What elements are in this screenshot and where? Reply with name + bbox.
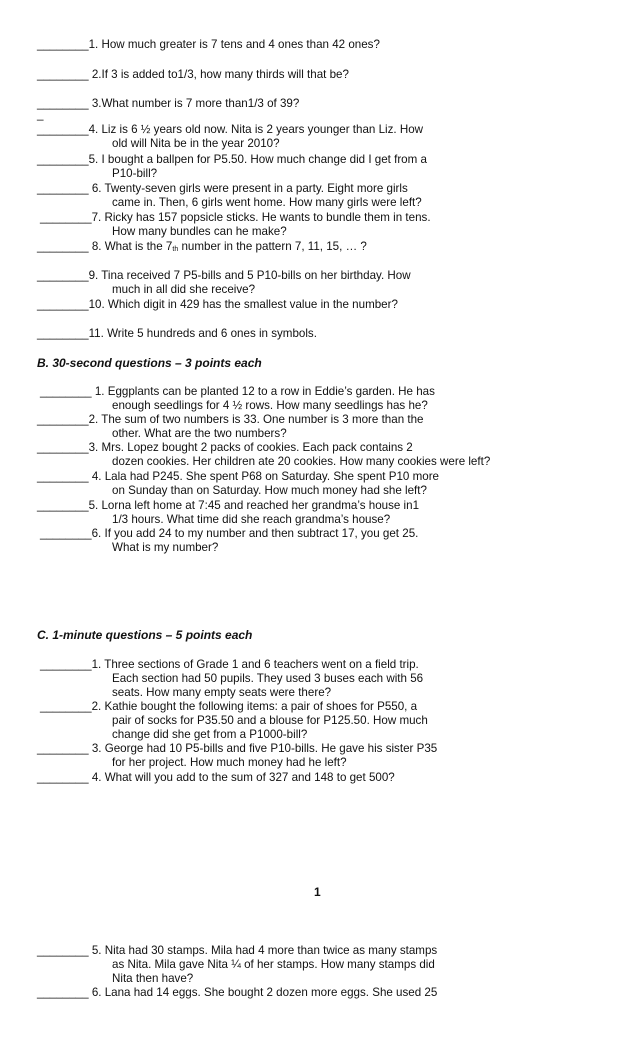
question-c2-cont: change did she get from a P1000-bill? (112, 728, 308, 741)
answer-blank: ________ (37, 38, 89, 51)
question-text: 6. Lana had 14 eggs. She bought 2 dozen more eggs. She used 25 (88, 986, 438, 999)
question-text: 4. Liz is 6 ½ years old now. Nita is 2 years younger than Liz. How (88, 123, 424, 136)
answer-blank: ________ (40, 527, 92, 540)
answer-blank: ________ (37, 742, 89, 755)
question-text: 10. Which digit in 429 has the smallest value in the number? (88, 298, 398, 311)
question-b3-cont: dozen cookies. Her children ate 20 cookies. How many cookies were left? (112, 455, 491, 468)
question-a10 (37, 298, 398, 312)
question-a9-cont: much in all did she receive? (112, 283, 256, 296)
question-c1 (40, 658, 419, 672)
answer-blank: ________ (40, 700, 92, 713)
question-text: 5. Nita had 30 stamps. Mila had 4 more than twice as many stamps (88, 944, 438, 957)
question-c5 (37, 944, 437, 958)
question-text: 1. Three sections of Grade 1 and 6 teachers went on a field trip. (91, 658, 419, 671)
question-c6 (37, 986, 437, 1000)
question-c4 (37, 771, 395, 785)
question-text: 2.If 3 is added to1/3, how many thirds will that be? (88, 68, 349, 81)
question-text: 2. Kathie bought the following items: a pair of shoes for P550, a (91, 700, 418, 713)
question-b4 (37, 470, 439, 484)
question-b5 (37, 499, 419, 513)
question-c2-cont: pair of socks for P35.50 and a blouse for P125.50. How much (112, 714, 428, 727)
answer-blank: ________ (40, 211, 92, 224)
question-b2 (37, 413, 423, 427)
question-text: 1. How much greater is 7 tens and 4 ones than 42 ones? (88, 38, 380, 51)
question-c3-cont: for her project. How much money had he left? (112, 756, 347, 769)
question-a3 (37, 97, 299, 111)
answer-blank: ________ (37, 68, 89, 81)
section-c-heading: C. 1-minute questions – 5 points each (37, 628, 253, 642)
question-c1-cont: Each section had 50 pupils. They used 3 buses each with 56 (112, 672, 424, 685)
question-a8 (37, 240, 367, 257)
question-a7-cont: How many bundles can he make? (112, 225, 287, 238)
answer-blank: ________ (37, 499, 89, 512)
answer-blank: ________ (37, 123, 89, 136)
question-text: 11. Write 5 hundreds and 6 ones in symbols. (88, 327, 317, 340)
ordinal-suffix: th (172, 246, 179, 253)
question-b2-cont: other. What are the two numbers? (112, 427, 287, 440)
question-c3 (37, 742, 437, 756)
answer-blank: ________ (37, 240, 89, 253)
question-b6 (40, 527, 418, 541)
question-a2 (37, 68, 349, 82)
question-a7 (40, 211, 431, 225)
question-c5-cont: Nita then have? (112, 972, 194, 985)
question-a1 (37, 38, 380, 52)
question-text: 5. Lorna left home at 7:45 and reached her grandma’s house in1 (88, 499, 420, 512)
question-text: 6. If you add 24 to my number and then subtract 17, you get 25. (91, 527, 419, 540)
answer-blank: ________ (37, 441, 89, 454)
question-text: 3.What number is 7 more than1/3 of 39? (88, 97, 300, 110)
answer-blank: ________ (37, 944, 89, 957)
question-text: 5. I bought a ballpen for P5.50. How much change did I get from a (88, 153, 427, 166)
question-a5 (37, 153, 427, 167)
answer-blank: ________ (40, 385, 92, 398)
question-text: 4. Lala had P245. She spent P68 on Saturday. She spent P10 more (88, 470, 440, 483)
question-text: 3. George had 10 P5-bills and five P10-bills. He gave his sister P35 (88, 742, 438, 755)
question-text: 6. Twenty-seven girls were present in a party. Eight more girls (88, 182, 408, 195)
question-text: number in the pattern 7, 11, 15, … ? (178, 240, 367, 253)
answer-blank: ________ (40, 658, 92, 671)
question-text: 1. Eggplants can be planted 12 to a row in Eddie’s garden. He has (91, 385, 435, 398)
question-text: 8. What is the 7 (88, 240, 173, 253)
question-a6 (37, 182, 408, 196)
question-b6-cont: What is my number? (112, 541, 219, 554)
answer-blank: ________ (37, 269, 89, 282)
answer-blank: ________ (37, 470, 89, 483)
question-b1-cont: enough seedlings for 4 ½ rows. How many seedlings has he? (112, 399, 428, 412)
question-b1 (40, 385, 435, 399)
question-text: 7. Ricky has 157 popsicle sticks. He wants to bundle them in tens. (91, 211, 431, 224)
question-b4-cont: on Sunday than on Saturday. How much money had she left? (112, 484, 427, 497)
question-a9 (37, 269, 411, 283)
answer-blank: ________ (37, 298, 89, 311)
question-text: 9. Tina received 7 P5-bills and 5 P10-bills on her birthday. How (88, 269, 411, 282)
answer-blank: ________ (37, 182, 89, 195)
answer-blank: ________ (37, 986, 89, 999)
question-b5-cont: 1/3 hours. What time did she reach grandma’s house? (112, 513, 391, 526)
question-text: 2. The sum of two numbers is 33. One number is 3 more than the (88, 413, 424, 426)
question-a4 (37, 123, 423, 137)
answer-blank: ________ (37, 327, 89, 340)
question-a6-cont: came in. Then, 6 girls went home. How many girls were left? (112, 196, 422, 209)
page-number: 1 (314, 885, 321, 899)
answer-blank: ________ (37, 771, 89, 784)
question-b3 (37, 441, 413, 455)
question-c2 (40, 700, 417, 714)
section-b-heading: B. 30-second questions – 3 points each (37, 356, 262, 370)
question-a5-cont: P10-bill? (112, 167, 158, 180)
question-a4-cont: old will Nita be in the year 2010? (112, 137, 280, 150)
question-text: 4. What will you add to the sum of 327 and 148 to get 500? (88, 771, 395, 784)
answer-blank: ________ (37, 413, 89, 426)
question-c5-cont: as Nita. Mila gave Nita ¼ of her stamps. How many stamps did (112, 958, 435, 971)
answer-blank: ________ (37, 153, 89, 166)
question-a11 (37, 327, 317, 341)
answer-blank: ________ (37, 97, 89, 110)
question-text: 3. Mrs. Lopez bought 2 packs of cookies. Each pack contains 2 (88, 441, 413, 454)
question-c1-cont: seats. How many empty seats were there? (112, 686, 332, 699)
stray-underscore: _ (37, 108, 44, 121)
